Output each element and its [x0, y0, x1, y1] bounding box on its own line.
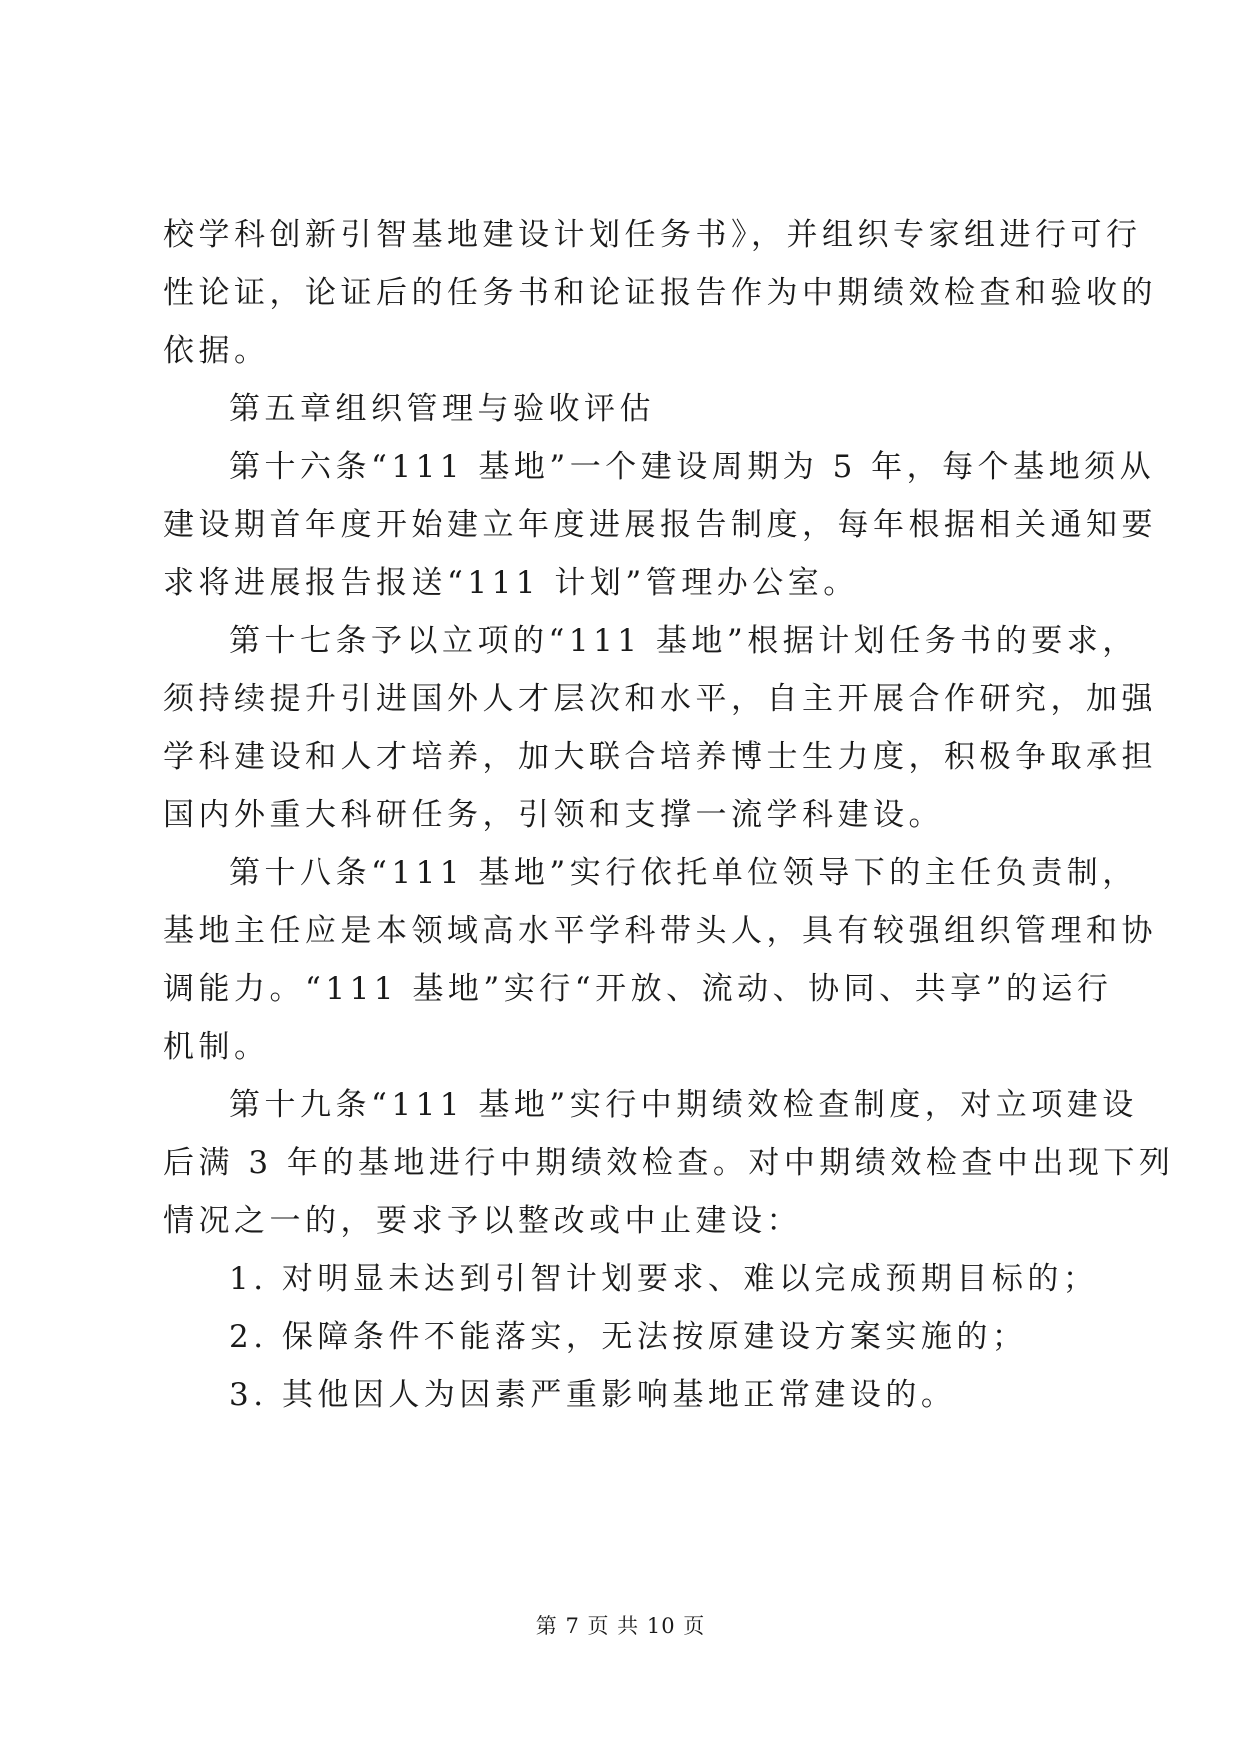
article-17-start: 第十七条予以立项的“111 基地”根据计划任务书的要求，	[229, 623, 1138, 659]
text-line: 校学科创新引智基地建设计划任务书》，并组织专家组进行可行	[163, 217, 1142, 253]
list-item-3: 3. 其他因人为因素严重影响基地正常建设的。	[229, 1377, 957, 1413]
page-number-footer: 第 7 页 共 10 页	[535, 1614, 706, 1638]
article-18-start: 第十八条“111 基地”实行依托单位领导下的主任负责制，	[229, 855, 1138, 891]
document-body	[163, 206, 1175, 1424]
text-line: 机制。	[163, 1029, 270, 1065]
list-item-1: 1. 对明显未达到引智计划要求、难以完成预期目标的；	[229, 1261, 1099, 1297]
text-line: 依据。	[163, 333, 270, 369]
text-line: 求将进展报告报送“111 计划”管理办公室。	[163, 565, 859, 601]
text-line: 须持续提升引进国外人才层次和水平，自主开展合作研究，加强	[163, 681, 1157, 717]
text-line: 性论证，论证后的任务书和论证报告作为中期绩效检查和验收的	[163, 275, 1157, 311]
text-line: 基地主任应是本领域高水平学科带头人，具有较强组织管理和协	[163, 913, 1157, 949]
text-line: 后满 3 年的基地进行中期绩效检查。对中期绩效检查中出现下列	[163, 1145, 1175, 1181]
chapter-heading: 第五章组织管理与验收评估	[229, 391, 655, 427]
article-16-start: 第十六条“111 基地”一个建设周期为 5 年，每个基地须从	[229, 449, 1156, 485]
list-item-2: 2. 保障条件不能落实，无法按原建设方案实施的；	[229, 1319, 1028, 1355]
text-line: 国内外重大科研任务，引领和支撑一流学科建设。	[163, 797, 944, 833]
text-line: 调能力。“111 基地”实行“开放、流动、协同、共享”的运行	[163, 971, 1113, 1007]
article-19-start: 第十九条“111 基地”实行中期绩效检查制度，对立项建设	[229, 1087, 1138, 1123]
text-line: 情况之一的，要求予以整改或中止建设：	[163, 1203, 802, 1239]
text-line: 建设期首年度开始建立年度进展报告制度，每年根据相关通知要	[163, 507, 1157, 543]
text-line: 学科建设和人才培养，加大联合培养博士生力度，积极争取承担	[163, 739, 1157, 775]
